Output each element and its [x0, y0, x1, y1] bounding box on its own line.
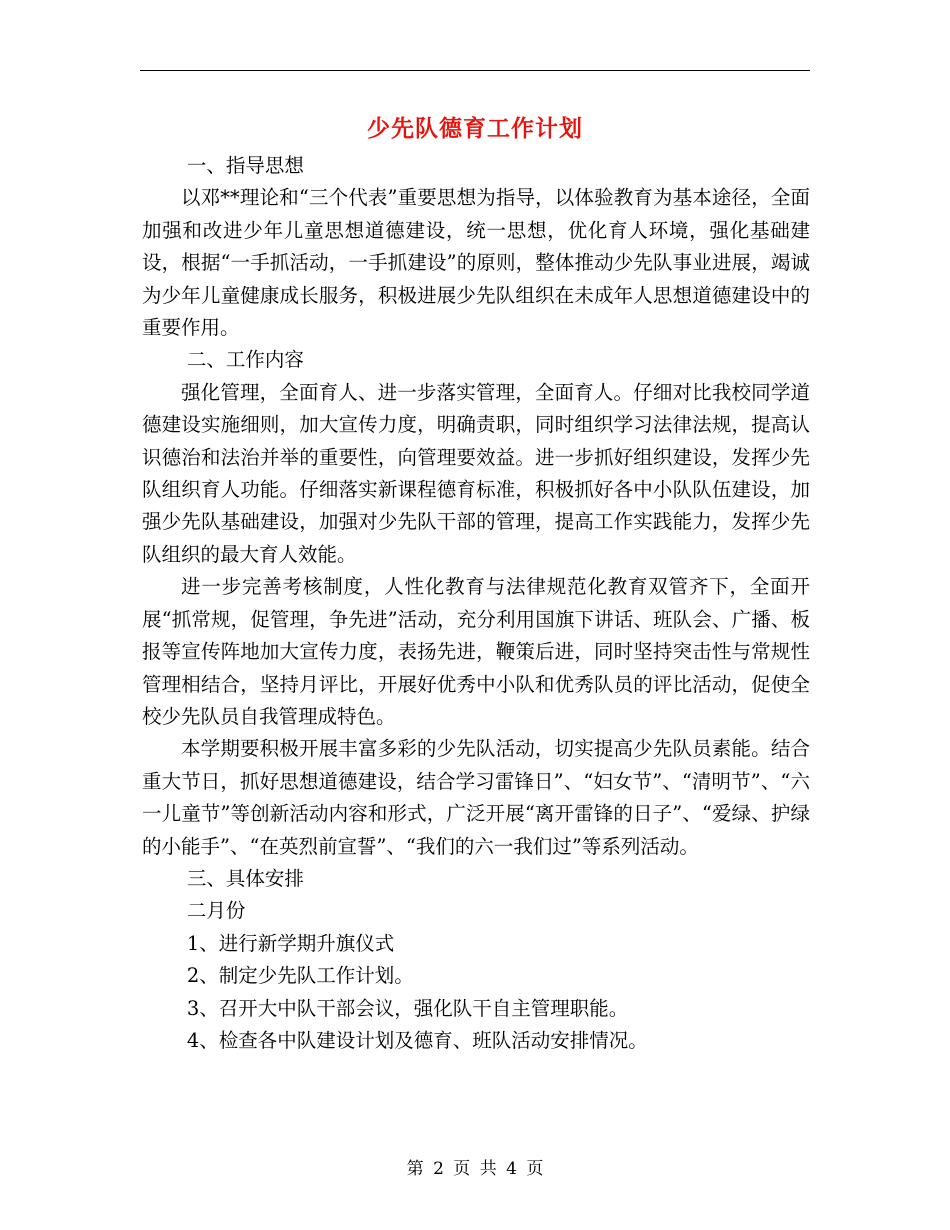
list-item: 1、进行新学期升旗仪式: [186, 931, 395, 955]
list-item: 2、制定少先队工作计划。: [186, 964, 414, 988]
page-footer: 第 2 页 共 4 页: [406, 1159, 544, 1179]
header-rule: [140, 70, 810, 71]
document-title: 少先队德育工作计划: [367, 115, 583, 142]
section-heading-work-content: 二、工作内容: [186, 348, 304, 372]
list-item: 3、召开大中队干部会议，强化队干自主管理职能。: [186, 996, 629, 1020]
list-item: 4、检查各中队建设计划及德育、班队活动安排情况。: [186, 1028, 648, 1052]
paragraph-management: 强化管理，全面育人、进一步落实管理，全面育人。仔细对比我校同学道德建设实施细则，加大宣传力度，明确责职，同时组织学习法律法规，提高认识德治和法治并举的重要性，向管理要效益。进一步抓好组织建设，发挥少先队组织育人功能。仔细落实新课程德育标准，积极抓好各中小队队伍建设，加强少先队基础建设，加强对少先队干部的管理，提高工作实践能力，发挥少先队组织的最大育人效能。: [142, 380, 810, 566]
document-body: [142, 150, 810, 1057]
section-heading-guiding-ideology: 一、指导思想: [186, 154, 304, 177]
month-label: 二月份: [186, 899, 246, 923]
paragraph-activities: 本学期要积极开展丰富多彩的少先队活动，切实提高少先队员素能。结合重大节日，抓好思想道德建设，结合学习雷锋日”、“妇女节”、“清明节”、“六一儿童节”等创新活动内容和形式，广泛开展“离开雷锋的日子”、“爱绿、护绿的小能手”、“在英烈前宣誓”、“我们的六一我们过”等系列活动。: [142, 737, 810, 858]
paragraph-guiding-ideology: 以邓**理论和“三个代表”重要思想为指导，以体验教育为基本途径，全面加强和改进少年儿童思想道德建设，统一思想，优化育人环境，强化基础建设，根据“一手抓活动，一手抓建设”的原则，整体推动少先队事业进展，竭诚为少年儿童健康成长服务，积极进展少先队组织在未成年人思想道德建设中的重要作用。: [142, 186, 810, 340]
section-heading-arrangement: 三、具体安排: [186, 866, 304, 890]
paragraph-assessment: 进一步完善考核制度，人性化教育与法律规范化教育双管齐下，全面开展“抓常规，促管理，争先进”活动，充分利用国旗下讲话、班队会、广播、板报等宣传阵地加大宣传力度，表扬先进，鞭策后进，同时坚持突击性与常规性管理相结合，坚持月评比，开展好优秀中小队和优秀队员的评比活动，促使全校少先队员自我管理成特色。: [142, 575, 810, 728]
